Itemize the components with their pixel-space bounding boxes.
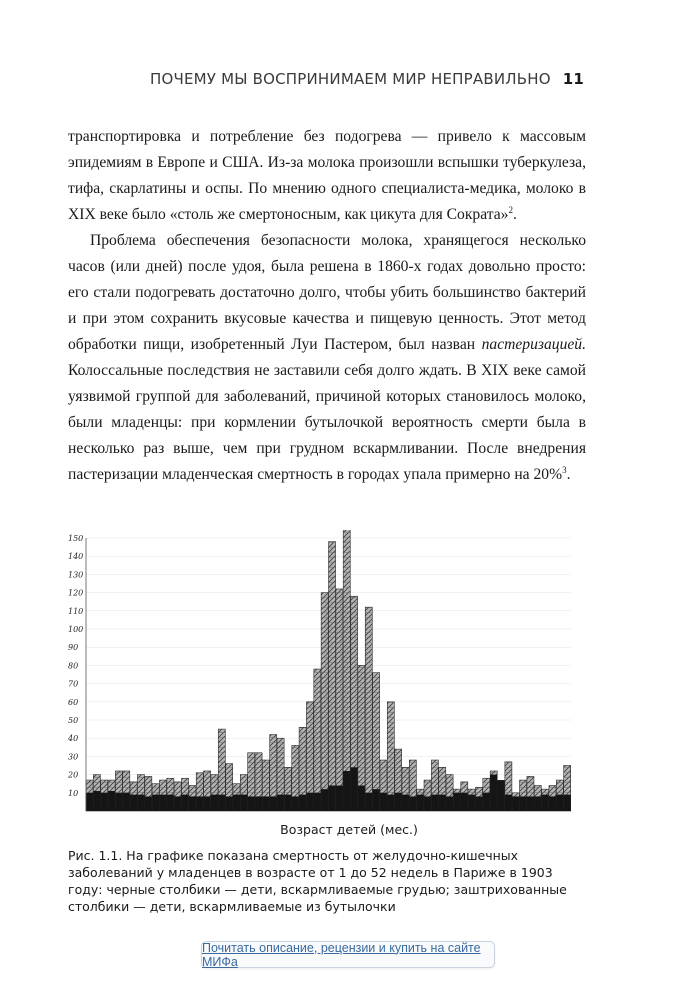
running-header (150, 70, 584, 88)
bar-breast-fed (468, 795, 475, 811)
bar-breast-fed (137, 795, 144, 811)
paragraph-2 (68, 228, 586, 488)
bar-breast-fed (159, 795, 166, 811)
bar-breast-fed (174, 796, 181, 811)
bar-breast-fed (329, 786, 336, 811)
y-tick-label: 20 (68, 770, 79, 780)
figure-caption: Рис. 1.1. На графике показана смертность от желудочно-кишечных заболеваний у младенцев в возрасте от 1 до 52 недель в Париже в 1903 году: черные столбики — дети, вскармливаемые грудью; заштрихованные столбики — дети, вскармливаемые из бутылочки (68, 848, 567, 914)
paragraph-1 (68, 124, 586, 228)
paragraph-2-text-a: Проблема обеспечения безопасности молока, хранящегося несколько часов (или дней) после удоя, была решена в 1860-х годах довольно просто: его стали подогревать достаточно долго, чтобы убить большинство бактерий и при этом сохранить вкусовые качества и пищевую ценность. Этот метод обработки пищи, изобретенный Луи Пастером, был назван (68, 232, 586, 353)
bar-breast-fed (402, 795, 409, 811)
bar-breast-fed (549, 796, 556, 811)
x-axis-label: Возраст детей (мес.) (280, 822, 418, 837)
chart-bars (86, 530, 571, 811)
bar-breast-fed (336, 786, 343, 811)
paragraph-1-end: . (512, 206, 517, 223)
y-tick-label: 120 (68, 588, 84, 598)
bar-breast-fed (527, 796, 534, 811)
bar-breast-fed (498, 780, 505, 811)
bar-breast-fed (255, 796, 262, 811)
bar-breast-fed (204, 796, 211, 811)
paragraph-2-end: . (566, 466, 571, 483)
bar-breast-fed (284, 795, 291, 811)
bar-bottle-fed (343, 530, 350, 811)
running-title: ПОЧЕМУ МЫ ВОСПРИНИМАЕМ МИР НЕПРАВИЛЬНО (149, 70, 551, 88)
bar-breast-fed (277, 795, 284, 811)
bar-breast-fed (270, 796, 277, 811)
y-tick-label: 140 (68, 552, 84, 562)
term-pasteurization: пастеризацией. (481, 336, 586, 353)
bar-breast-fed (218, 795, 225, 811)
bar-breast-fed (490, 775, 497, 811)
bar-breast-fed (123, 793, 130, 811)
bar-bottle-fed (321, 593, 328, 811)
bar-breast-fed (189, 796, 196, 811)
body-text (68, 124, 586, 488)
y-tick-label: 80 (68, 661, 79, 671)
bar-breast-fed (512, 796, 519, 811)
bar-bottle-fed (336, 589, 343, 811)
bar-breast-fed (409, 796, 416, 811)
bar-breast-fed (542, 795, 549, 811)
bar-breast-fed (564, 795, 571, 811)
y-tick-label: 110 (68, 606, 84, 616)
bar-breast-fed (351, 767, 358, 811)
bar-breast-fed (292, 796, 299, 811)
bar-breast-fed (211, 795, 218, 811)
bar-breast-fed (262, 796, 269, 811)
y-axis-ticks (67, 534, 83, 798)
bar-breast-fed (314, 793, 321, 811)
bar-breast-fed (108, 791, 115, 811)
bar-breast-fed (358, 786, 365, 811)
bar-breast-fed (196, 796, 203, 811)
y-tick-label: 150 (68, 534, 84, 543)
chart-svg (66, 530, 576, 830)
bar-breast-fed (93, 791, 100, 811)
bar-breast-fed (373, 789, 380, 811)
y-tick-label: 100 (68, 625, 84, 634)
bar-breast-fed (453, 793, 460, 811)
bar-breast-fed (115, 793, 122, 811)
y-tick-label: 130 (68, 570, 84, 580)
footnote-ref-2: 2 (508, 204, 513, 215)
bar-breast-fed (321, 789, 328, 811)
y-tick-label: 40 (68, 734, 79, 744)
bar-breast-fed (439, 795, 446, 811)
footnote-ref-3: 3 (562, 464, 567, 475)
bar-breast-fed (431, 795, 438, 811)
bar-breast-fed (417, 795, 424, 811)
bar-breast-fed (475, 796, 482, 811)
bar-breast-fed (461, 793, 468, 811)
bar-bottle-fed (329, 542, 336, 811)
bar-breast-fed (380, 793, 387, 811)
bar-breast-fed (387, 795, 394, 811)
bar-bottle-fed (365, 607, 372, 811)
store-link-button[interactable]: Почитать описание, рецензии и купить на сайте МИФа (201, 941, 495, 968)
bar-breast-fed (233, 795, 240, 811)
bar-breast-fed (299, 795, 306, 811)
bar-breast-fed (446, 796, 453, 811)
bar-breast-fed (395, 793, 402, 811)
y-tick-label: 50 (68, 716, 79, 725)
y-tick-label: 60 (68, 697, 79, 707)
y-tick-label: 70 (68, 679, 79, 689)
bar-breast-fed (167, 795, 174, 811)
paragraph-1-text: транспортировка и потребление без подогрева — привело к массовым эпидемиям в Европе и США. Из-за молока произошли вспышки туберкулеза, тифа, скарлатины и оспы. По мнению одного специалиста-медика, молоко в XIX веке было «столь же смертоносным, как цикута для Сократа» (68, 128, 586, 223)
paragraph-2-text-b: Колоссальные последствия не заставили себя долго ждать. В XIX веке самой уязвимой группой для заболеваний, причиной которых становилось молоко, были младенцы: при кормлении бутылочкой вероятность смерти была в несколько раз выше, чем при грудном вскармливании. После внедрения пастеризации младенческая смертность в городах упала примерно на 20% (68, 362, 586, 483)
bar-bottle-fed (314, 669, 321, 811)
bar-breast-fed (520, 796, 527, 811)
y-tick-label: 10 (68, 788, 79, 798)
bar-breast-fed (152, 795, 159, 811)
bar-breast-fed (365, 793, 372, 811)
bar-breast-fed (556, 795, 563, 811)
mortality-chart (66, 530, 576, 830)
bar-breast-fed (101, 793, 108, 811)
bar-breast-fed (424, 796, 431, 811)
bar-breast-fed (248, 796, 255, 811)
y-tick-label: 30 (68, 752, 79, 762)
bar-breast-fed (130, 795, 137, 811)
bar-breast-fed (505, 795, 512, 811)
bar-breast-fed (182, 795, 189, 811)
bar-breast-fed (534, 796, 541, 811)
bar-breast-fed (343, 771, 350, 811)
page-number: 11 (562, 70, 584, 88)
bar-breast-fed (483, 793, 490, 811)
bar-breast-fed (240, 795, 247, 811)
bar-breast-fed (306, 793, 313, 811)
bar-breast-fed (226, 796, 233, 811)
y-tick-label: 90 (68, 643, 79, 653)
bar-breast-fed (145, 796, 152, 811)
bar-breast-fed (86, 793, 93, 811)
